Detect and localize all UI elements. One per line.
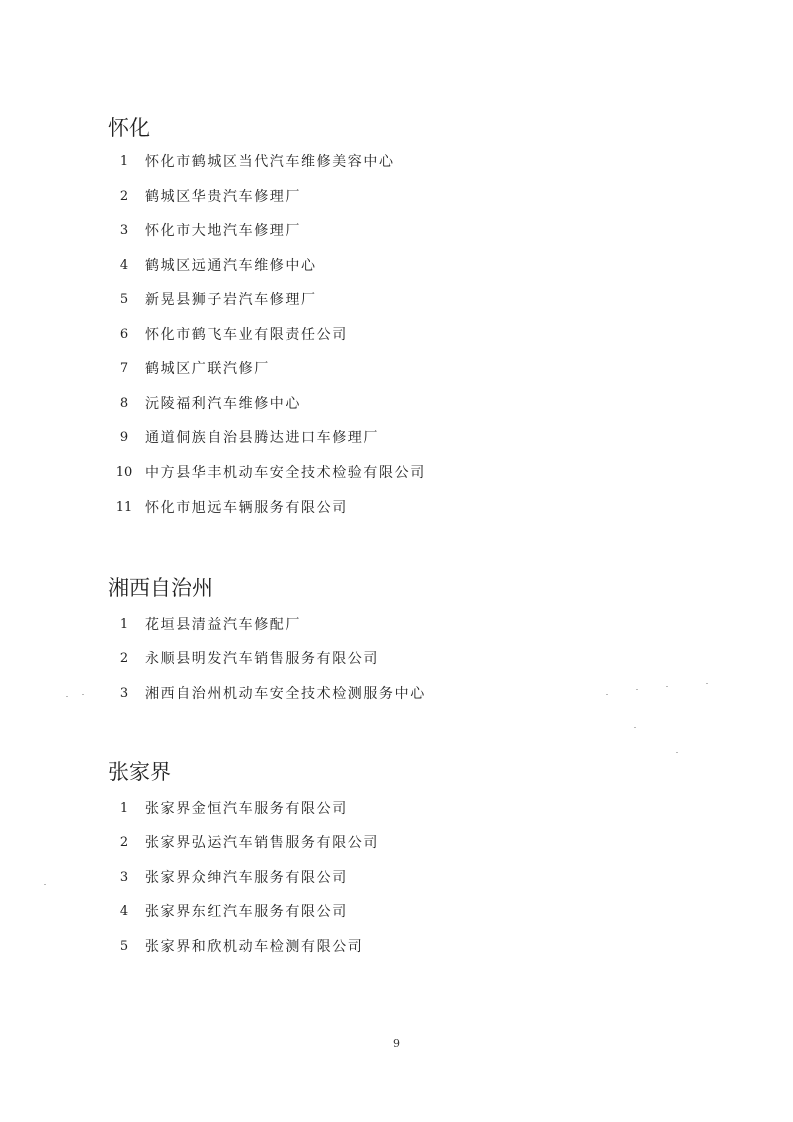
item-number: 11	[115, 500, 133, 515]
item-name: 张家界和欣机动车检测有限公司	[145, 939, 364, 955]
list-item	[0, 426, 793, 450]
list-item	[0, 288, 793, 312]
item-number: 8	[119, 396, 129, 411]
item-name: 花垣县清益汽车修配厂	[145, 617, 301, 633]
scan-speck	[706, 683, 708, 684]
list-item	[0, 682, 793, 706]
list-item	[0, 323, 793, 347]
section-title: 湘西自治州	[108, 576, 213, 600]
item-number: 2	[119, 835, 129, 850]
scan-speck	[676, 752, 678, 753]
list-item	[0, 392, 793, 416]
item-number: 2	[119, 651, 129, 666]
section-title: 怀化	[108, 116, 150, 140]
item-number: 1	[119, 801, 129, 816]
item-name: 鹤城区远通汽车维修中心	[145, 258, 317, 274]
item-name: 怀化市鹤飞车业有限责任公司	[145, 327, 348, 343]
list-item	[0, 797, 793, 821]
scan-speck	[82, 694, 84, 695]
item-number: 3	[119, 223, 129, 238]
item-number: 7	[119, 361, 129, 376]
item-number: 9	[119, 430, 129, 445]
scan-speck	[634, 727, 636, 728]
item-name: 张家界弘运汽车销售服务有限公司	[145, 835, 379, 851]
list-item	[0, 185, 793, 209]
item-name: 张家界东红汽车服务有限公司	[145, 904, 348, 920]
list-item	[0, 866, 793, 890]
item-name: 怀化市大地汽车修理厂	[145, 223, 301, 239]
list-item	[0, 150, 793, 174]
item-name: 张家界众绅汽车服务有限公司	[145, 870, 348, 886]
item-number: 1	[119, 154, 129, 169]
item-name: 张家界金恒汽车服务有限公司	[145, 801, 348, 817]
scan-speck	[666, 686, 668, 687]
item-name: 通道侗族自治县腾达进口车修理厂	[145, 430, 379, 446]
item-number: 4	[119, 904, 129, 919]
item-number: 4	[119, 258, 129, 273]
list-item	[0, 219, 793, 243]
item-name: 新晃县狮子岩汽车修理厂	[145, 292, 317, 308]
item-number: 5	[119, 939, 129, 954]
scan-speck	[606, 694, 608, 695]
scan-speck	[636, 689, 638, 690]
item-name: 鹤城区华贵汽车修理厂	[145, 189, 301, 205]
list-item	[0, 496, 793, 520]
item-name: 湘西自治州机动车安全技术检测服务中心	[145, 686, 426, 702]
scan-speck	[44, 884, 46, 885]
section-title: 张家界	[108, 760, 171, 784]
item-number: 3	[119, 870, 129, 885]
item-number: 10	[115, 465, 133, 480]
item-name: 怀化市鹤城区当代汽车维修美容中心	[145, 154, 395, 170]
list-item	[0, 613, 793, 637]
item-number: 6	[119, 327, 129, 342]
item-name: 中方县华丰机动车安全技术检验有限公司	[145, 465, 426, 481]
list-item	[0, 935, 793, 959]
list-item	[0, 461, 793, 485]
item-number: 1	[119, 617, 129, 632]
item-name: 永顺县明发汽车销售服务有限公司	[145, 651, 379, 667]
item-name: 鹤城区广联汽修厂	[145, 361, 270, 377]
list-item	[0, 831, 793, 855]
page-number: 9	[393, 1037, 400, 1050]
list-item	[0, 254, 793, 278]
list-item	[0, 900, 793, 924]
scan-speck	[66, 696, 68, 697]
item-name: 沅陵福利汽车维修中心	[145, 396, 301, 412]
item-number: 2	[119, 189, 129, 204]
list-item	[0, 647, 793, 671]
item-number: 5	[119, 292, 129, 307]
item-number: 3	[119, 686, 129, 701]
item-name: 怀化市旭远车辆服务有限公司	[145, 500, 348, 516]
list-item	[0, 357, 793, 381]
